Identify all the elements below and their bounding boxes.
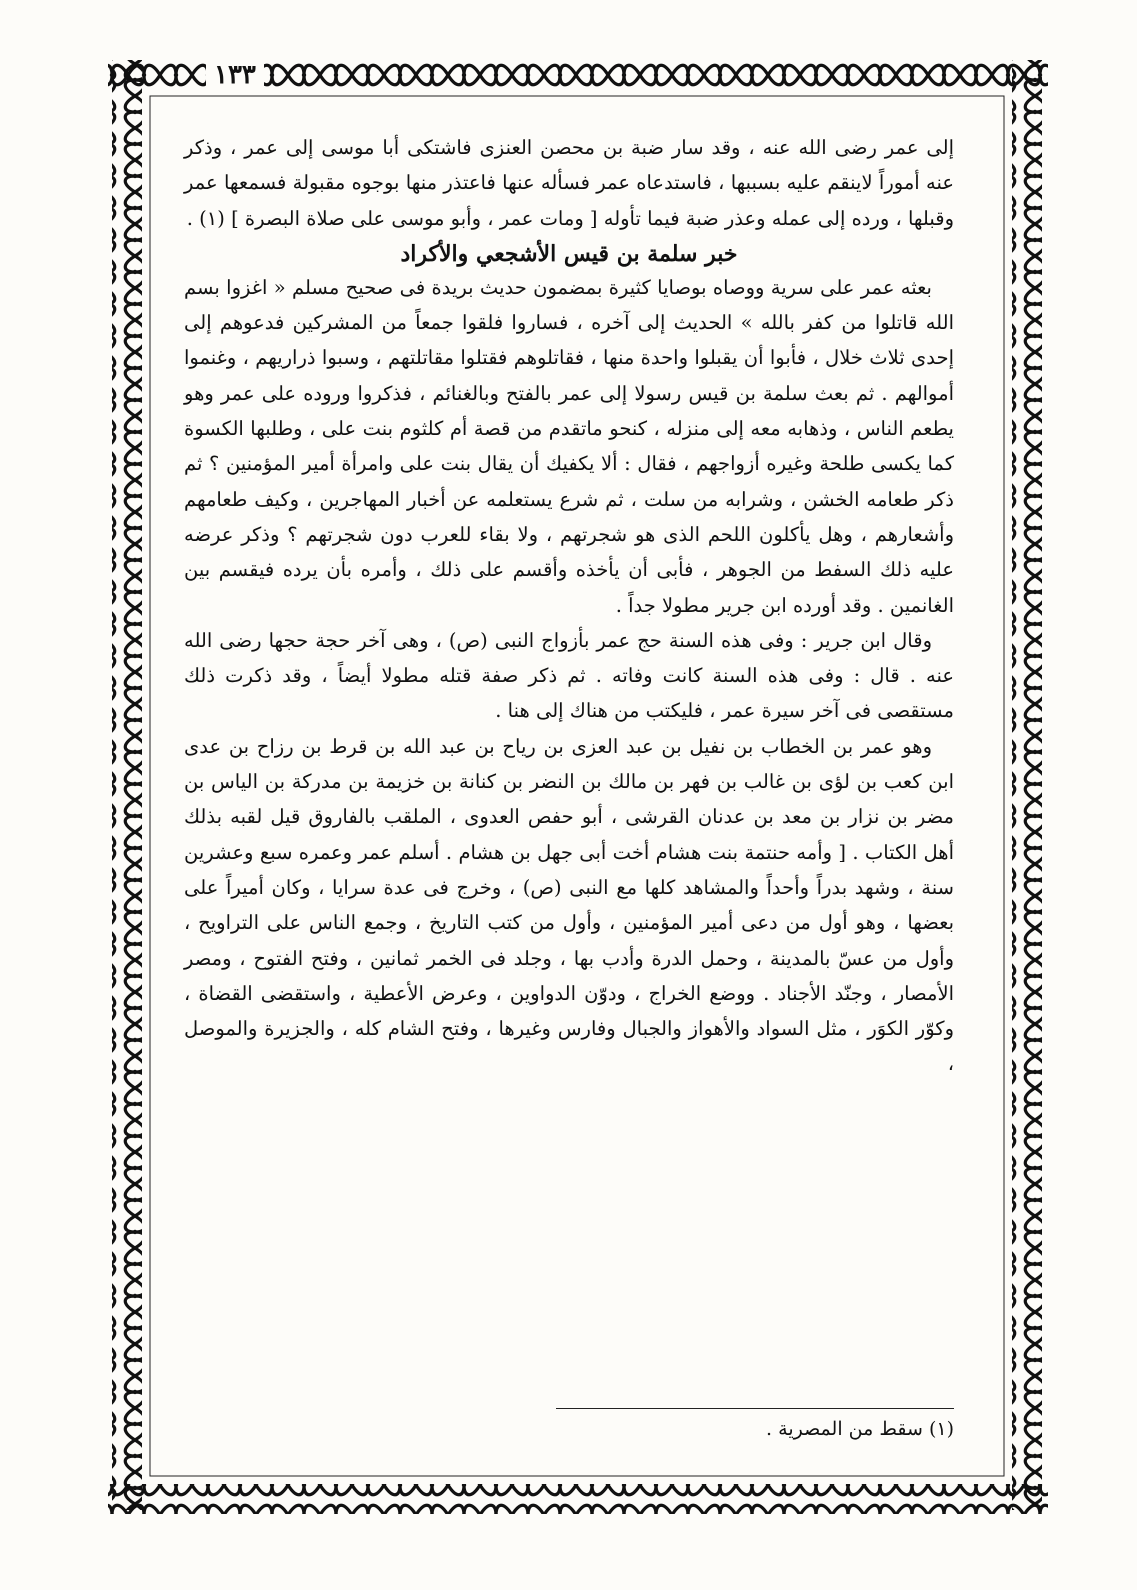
footnote-divider <box>556 1408 954 1409</box>
footnote: (١) سقط من المصرية . <box>766 1418 954 1440</box>
paragraph: وقال ابن جرير : وفى هذه السنة حج عمر بأزواج النبى (ص) ، وهى آخر حجة حجها رضى الله عنه . قال : وفى هذه السنة كانت وفاته . ثم ذكر صفة قتله مطولا أيضاً ، وقد ذكرت ذلك مستقصى فى آخر سيرة عمر ، فليكتب من هناك إلى هنا . <box>184 628 954 723</box>
paragraph: بعثه عمر على سرية ووصاه بوصايا كثيرة بمضمون حديث بريدة فى صحيح مسلم « اغزوا بسم الله قاتلوا من كفر بالله » الحديث إلى آخره ، فساروا فلقوا جمعاً من المشركين فدعوهم إلى إحدى ثلاث خلال ، فأبوا أن يقبلوا واحدة منها ، فقاتلوهم فقتلوا مقاتلتهم ، وسبوا ذراريهم ، وغنموا أموالهم . ثم بعث سلمة بن قيس رسولا إلى عمر بالفتح وبالغنائم ، فذكروا وروده على عمر وهو يطعم الناس ، وذهابه معه إلى منزله ، كنحو ماتقدم من قصة أم كلثوم بنت على ، وطلبها الكسوة كما يكسى طلحة وغيره أزواجهم ، فقال : ألا يكفيك أن يقال بنت على وامرأة أمير المؤمنين ؟ ثم ذكر طعامه الخشن ، وشرابه من سلت ، ثم شرع يستعلمه عن أخبار المهاجرين ، وكيف طعامهم وأشعارهم ، وهل يأكلون اللحم الذى هو شجرتهم ، ولا بقاء للعرب دون شجرتهم ؟ وذكر عرضه عليه ذلك السفط من الجوهر ، فأبى أن يأخذه وأقسم على ذلك ، وأمره بأن يرده فيقسم بين الغانمين . وقد أورده ابن جرير مطولا جداً . <box>184 275 954 617</box>
main-text <box>184 130 954 1082</box>
page-number: ١٣٣ <box>206 60 264 90</box>
paragraph: إلى عمر رضى الله عنه ، وقد سار ضبة بن محصن العنزى فاشتكى أبا موسى إلى عمر ، وذكر عنه أموراً لاينقم عليه بسببها ، فاستدعاه عمر فسأله عنها فاعتذر منها بوجوه مقبولة فسمعها عمر وقبلها ، ورده إلى عمله وعذر ضبة فيما تأوله [ ومات عمر ، وأبو موسى على صلاة البصرة ] (١) . <box>184 136 954 230</box>
section-heading: خبر سلمة بن قيس الأشجعي والأكراد <box>400 240 738 267</box>
paragraph: وهو عمر بن الخطاب بن نفيل بن عبد العزى بن رياح بن عبد الله بن قرط بن رزاح بن عدى ابن كعب بن لؤى بن غالب بن فهر بن مالك بن النضر بن كنانة بن خزيمة بن مدركة بن الياس بن مضر بن نزار بن معد بن عدنان القرشى ، أبو حفص العدوى ، الملقب بالفاروق قيل لقبه بذلك أهل الكتاب . [ وأمه حنتمة بنت هشام أخت أبى جهل بن هشام . أسلم عمر وعمره سبع وعشرين سنة ، وشهد بدراً وأحداً والمشاهد كلها مع النبى (ص) ، وخرج فى عدة سرايا ، وكان أميراً على بعضها ، وهو أول من دعى أمير المؤمنين ، وأول من كتب التاريخ ، وجمع الناس على التراويح ، وأول من عسّ بالمدينة ، وحمل الدرة وأدب بها ، وجلد فى الخمر ثمانين ، وفتح الفتوح ، ومصر الأمصار ، وجنّد الأجناد . ووضع الخراج ، ودوّن الدواوين ، وعرض الأعطية ، واستقضى القضاة ، وكوّر الكوَر ، مثل السواد والأهواز والجبال وفارس وغيرها ، وفتح الشام كله ، والجزيرة والموصل ، <box>184 734 954 1076</box>
